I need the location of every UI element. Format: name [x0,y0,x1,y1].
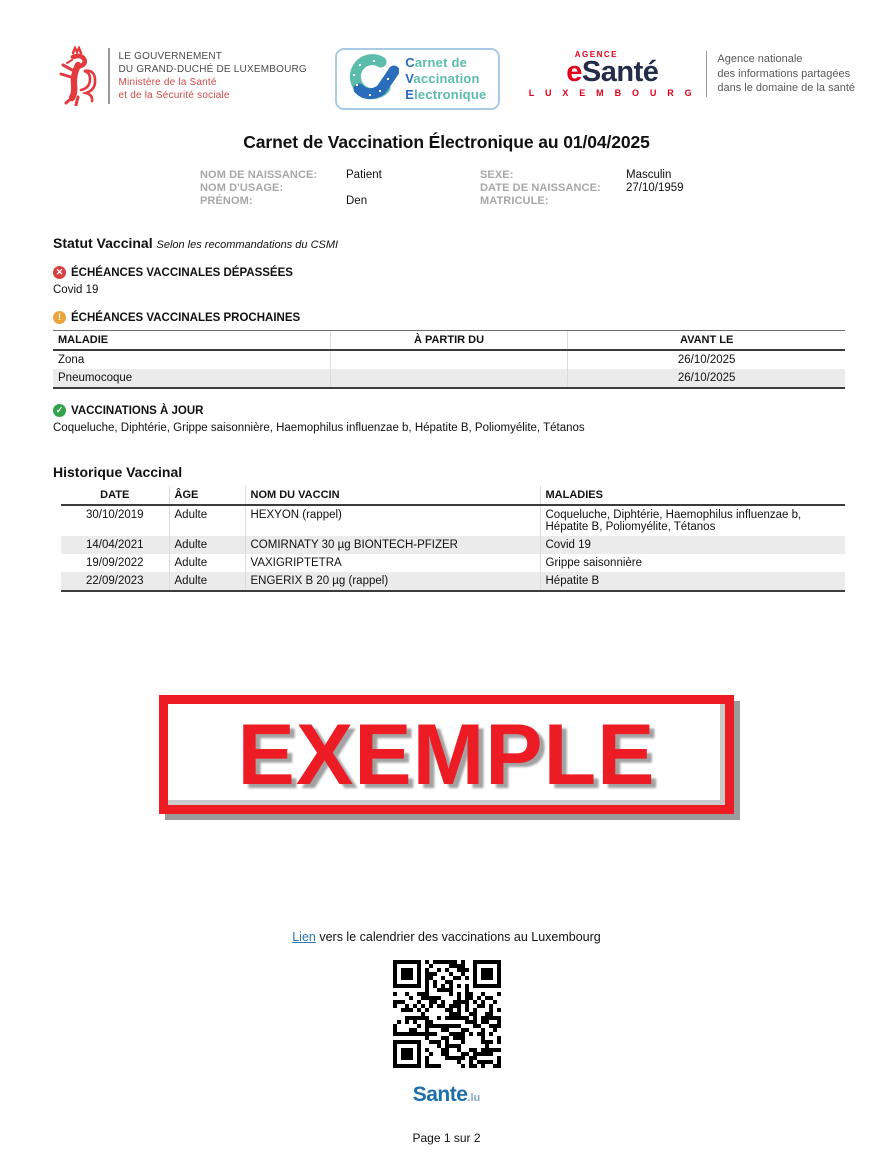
statut-vaccinal-subheading: Selon les recommandations du CSMI [156,239,339,251]
esante-logo-divider [706,51,708,97]
column-header-date: DATE [61,486,169,505]
table-header-row [53,331,845,351]
header-logos [0,0,893,110]
overdue-items: Covid 19 [53,284,99,296]
esante-tagline: Agence nationale des informations partagées dans le domaine de la santé [717,53,855,95]
vaccination-calendar-line [0,930,893,944]
exemple-watermark-stamp [159,695,734,814]
calendar-link-suffix: vers le calendrier des vaccinations au Luxembourg [315,930,601,944]
gov-logo-text [119,50,307,102]
field-value: 27/10/1959 [626,182,684,194]
table-row: 19/09/2022 Adulte VAXIGRIPTETRA Grippe saisonnière [61,554,845,572]
column-header-a-partir-du: À PARTIR DU [330,331,568,351]
gov-logo-divider [108,48,110,104]
table-row: 14/04/2021 Adulte COMIRNATY 30 µg BIONTECH-PFIZER Covid 19 [61,536,845,554]
field-value [346,182,480,194]
esante-logo [529,50,855,98]
field-value: Den [346,195,368,207]
patient-info-right [480,169,684,207]
cve-line-1: Carnet de [405,55,468,70]
qr-code-image [393,960,501,1068]
uptodate-check-icon: ✓ [53,404,66,417]
historique-vaccinal-heading: Historique Vaccinal [53,464,183,480]
esante-wordmark: AGENCE eSanté L U X E M B O U R G [528,50,696,98]
field-label: DATE DE NAISSANCE: [480,182,601,194]
column-header-age: ÂGE [169,486,245,505]
field-label: MATRICULE: [480,195,549,207]
field-value: Patient [346,169,382,181]
upcoming-section-header [53,311,845,324]
qr-code [393,960,501,1073]
page-number: Page 1 sur 2 [412,1131,481,1145]
exemple-stamp-text: EXEMPLE [237,706,656,803]
field-label: NOM D'USAGE: [200,182,284,194]
overdue-cross-icon: ✕ [53,266,66,279]
page-title: Carnet de Vaccination Électronique au 01/04/2025 [243,132,650,152]
uptodate-section-title: VACCINATIONS À JOUR [71,404,204,417]
upcoming-warning-icon: ! [53,311,66,324]
table-row: Pneumocoque 26/10/2025 [53,369,845,388]
gov-line-1: LE GOUVERNEMENT [118,51,223,62]
cve-line-3: Electronique [405,87,487,102]
statut-vaccinal-heading: Statut Vaccinal Selon les recommandations du CSMI [53,235,339,251]
column-header-maladies: MALADIES [540,486,845,505]
column-header-maladie: MALADIE [53,331,330,351]
gov-line-4: et de la Sécurité sociale [118,90,230,101]
field-label: PRÉNOM: [200,195,253,207]
sante-lu-logo: Sante.lu [412,1083,481,1106]
cve-logo [335,48,500,110]
table-row: Zona 26/10/2025 [53,350,845,369]
cve-logo-text [405,55,486,103]
calendar-link[interactable]: Lien [292,930,316,944]
esante-agence-label: AGENCE [574,50,618,59]
overdue-section-header [53,266,845,279]
gov-line-3: Ministère de la Santé [118,77,217,88]
patient-info-left [200,169,480,207]
field-label: NOM DE NAISSANCE: [200,169,318,181]
luxembourg-lion-icon [55,46,99,106]
table-header-row [61,486,845,505]
uptodate-items: Coqueluche, Diphtérie, Grippe saisonnière, Haemophilus influenzae b, Hépatite B, Poliomyélite, Tétanos [53,422,585,434]
column-header-nom-du-vaccin: NOM DU VACCIN [245,486,540,505]
overdue-section-title: ÉCHÉANCES VACCINALES DÉPASSÉES [71,266,293,279]
upcoming-vaccinations-table [53,330,845,389]
table-row: 22/09/2023 Adulte ENGERIX B 20 µg (rappel) Hépatite B [61,572,845,591]
field-label: SEXE: [480,169,514,181]
table-row: 30/10/2019 Adulte HEXYON (rappel) Coqueluche, Diphtérie, Haemophilus influenzae b, Hépatite B, Poliomyélite, Tétanos [61,505,845,536]
column-header-avant-le: AVANT LE [568,331,845,351]
luxembourg-government-logo [55,46,307,106]
vaccination-history-table [61,486,845,592]
cve-swirl-icon [343,54,399,104]
gov-line-2: DU GRAND-DUCHÉ DE LUXEMBOURG [118,64,307,75]
upcoming-section-title: ÉCHÉANCES VACCINALES PROCHAINES [71,311,301,324]
patient-info [200,169,893,207]
field-value: Masculin [626,169,672,181]
field-value [626,195,684,207]
uptodate-section-header [53,404,845,417]
cve-line-2: Vaccination [405,71,480,86]
document-body [53,235,845,592]
esante-luxembourg-label: L U X E M B O U R G [528,88,696,98]
